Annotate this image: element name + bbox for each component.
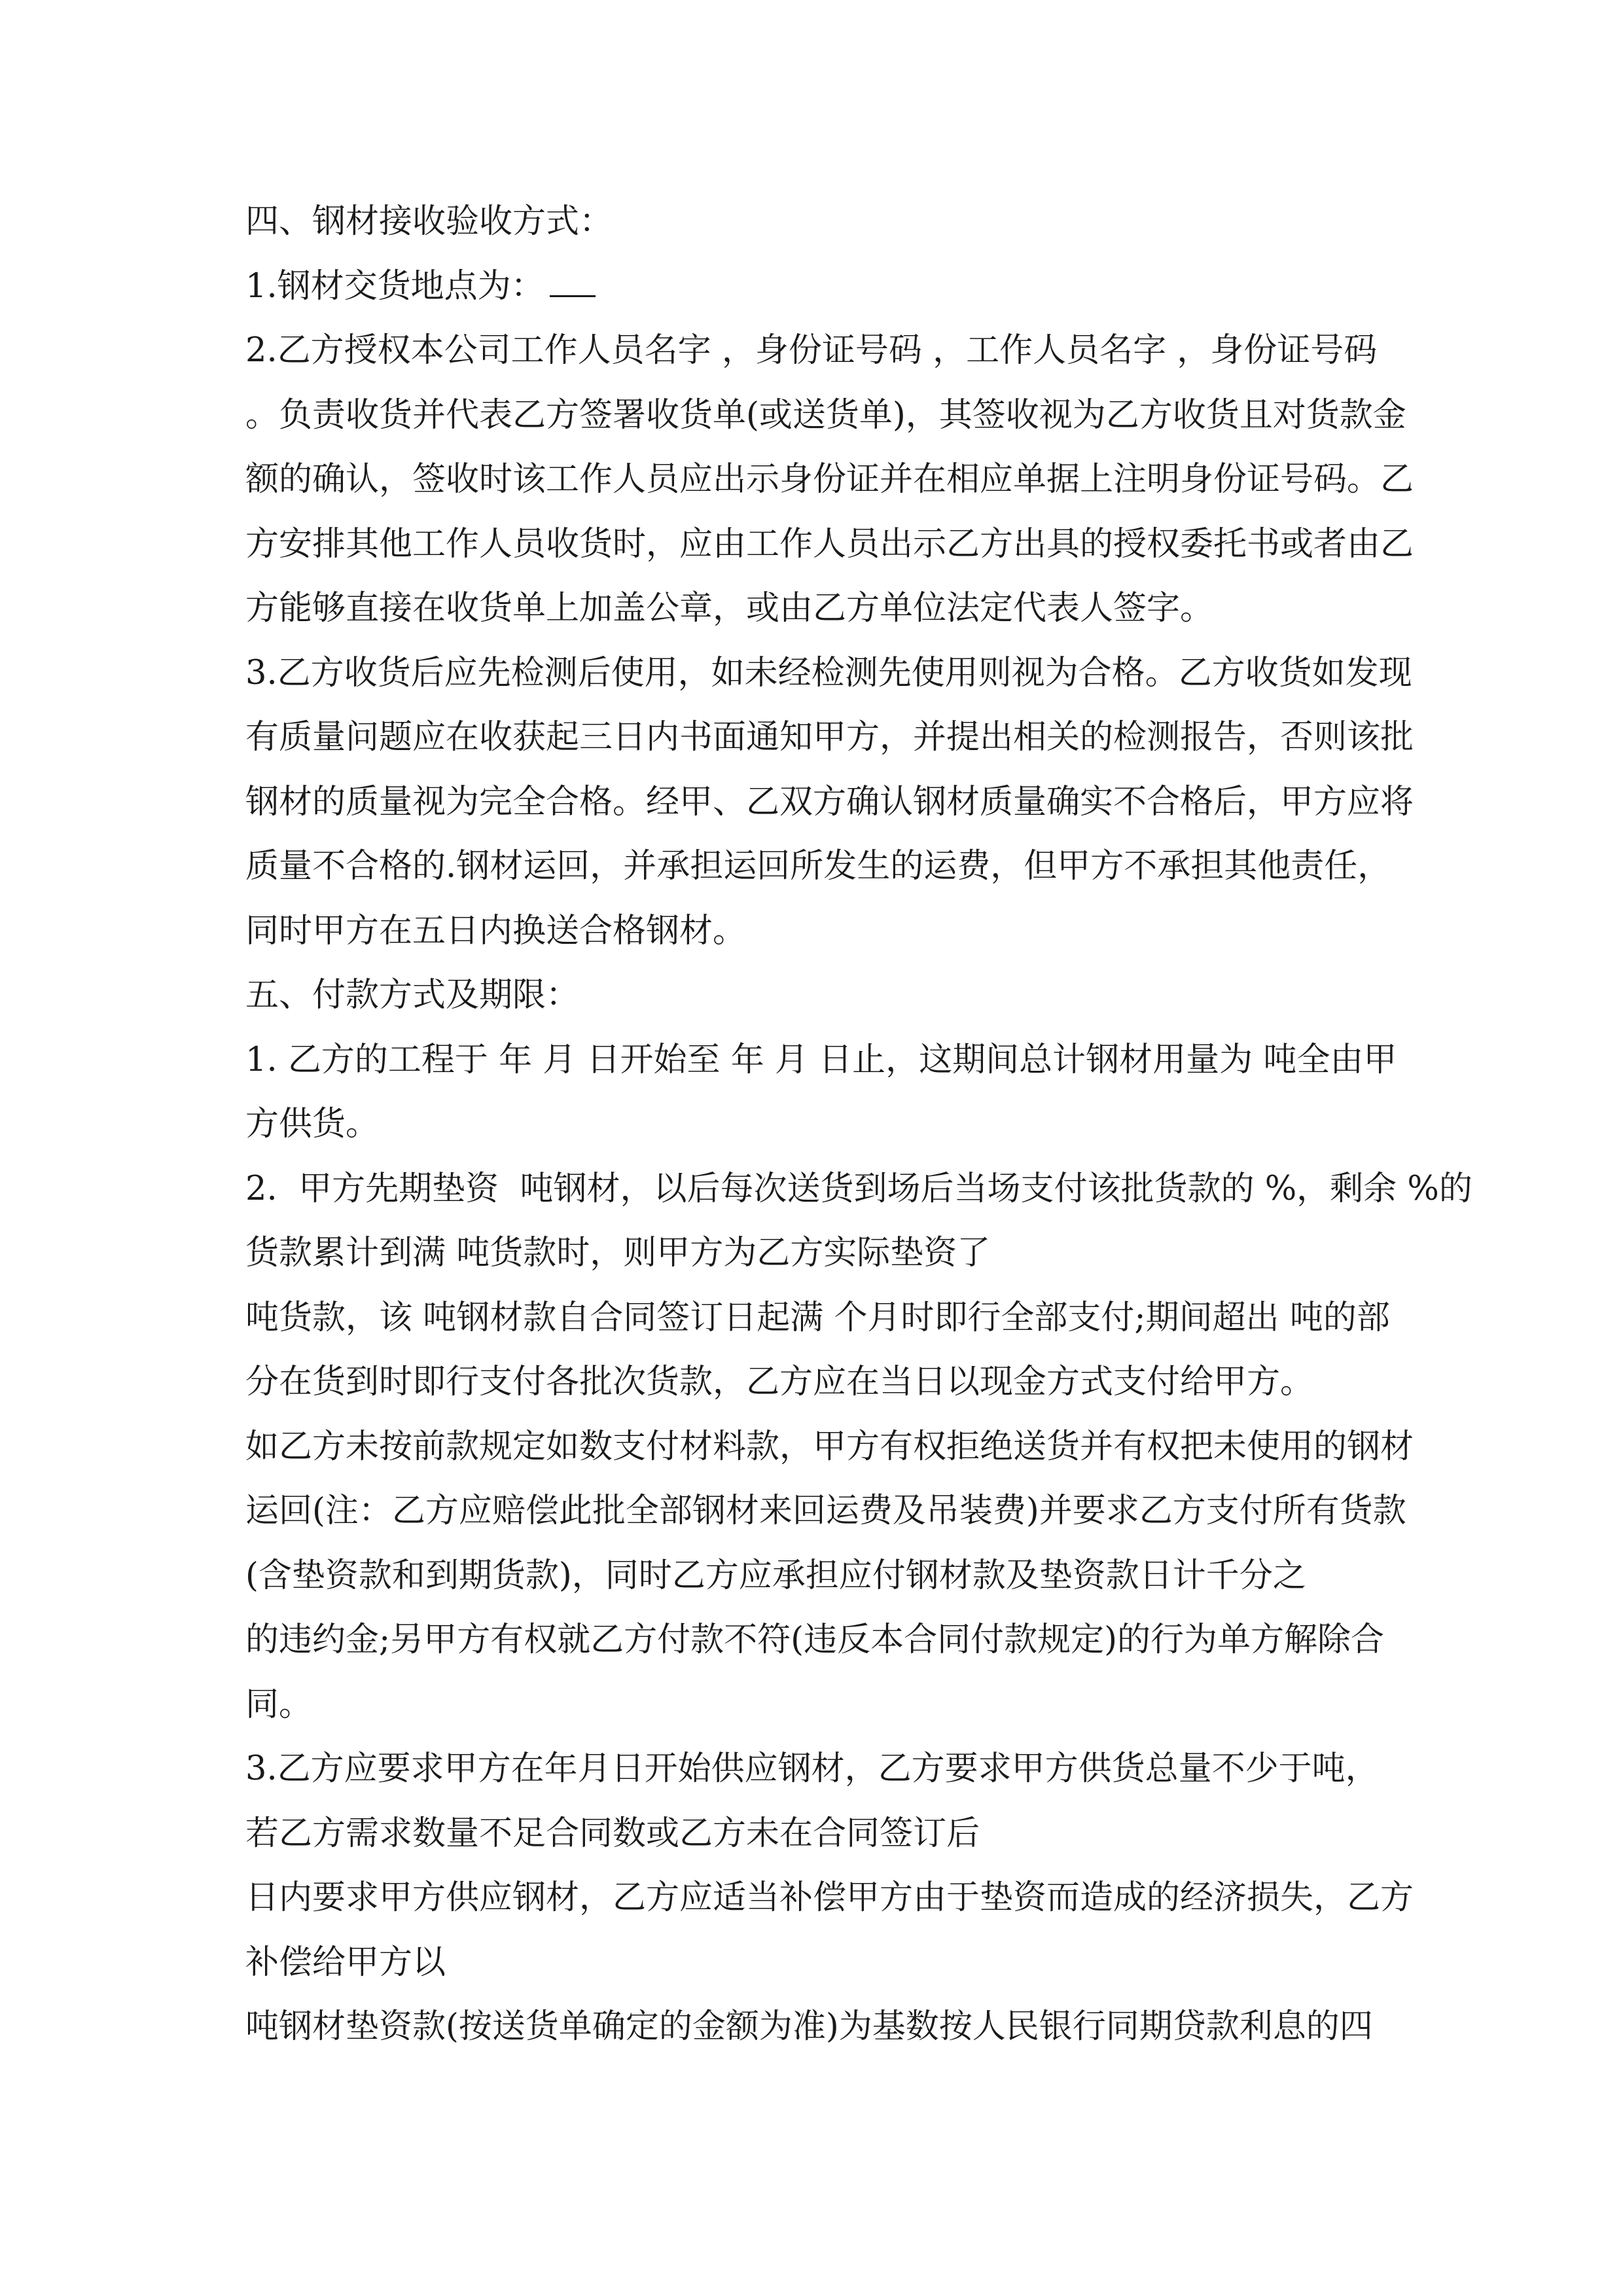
text-line: 1. 乙方的工程于 年 月 日开始至 年 月 日止，这期间总计钢材用量为 吨全由甲 (245, 1040, 1397, 1079)
section-heading-payment: 五、付款方式及期限： (245, 976, 580, 1014)
text-line: 的违约金;另甲方有权就乙方付款不符(违反本合同付款规定)的行为单方解除合 (245, 1621, 1384, 1659)
section-heading-acceptance: 四、钢材接收验收方式： (245, 202, 613, 241)
contract-body (245, 190, 1472, 2060)
text-line: 钢材的质量视为完全合格。经甲、乙双方确认钢材质量确实不合格后，甲方应将 (245, 782, 1414, 821)
text-line: 方安排其他工作人员收货时，应由工作人员出示乙方出具的授权委托书或者由乙 (245, 524, 1414, 564)
text-line: 3.乙方应要求甲方在年月日开始供应钢材，乙方要求甲方供货总量不少于吨， (245, 1749, 1379, 1788)
text-line: 。负责收货并代表乙方签署收货单(或送货单)，其签收视为乙方收货且对货款金 (245, 395, 1406, 435)
text-line: 同时甲方在五日内换送合格钢材。 (245, 911, 747, 950)
text-line: 如乙方未按前款规定如数支付材料款，甲方有权拒绝送货并有权把未使用的钢材 (245, 1427, 1414, 1466)
text-line: 货款累计到满 吨货款时，则甲方为乙方实际垫资了 (245, 1234, 991, 1272)
delivery-location-label: 1.钢材交货地点为： (245, 266, 544, 306)
text-line: 质量不合格的.钢材运回，并承担运回所发生的运费，但甲方不承担其他责任， (245, 847, 1391, 886)
text-line: 运回(注：乙方应赔偿此批全部钢材来回运费及吊装费)并要求乙方支付所有货款 (245, 1492, 1406, 1530)
text-line: (含垫资款和到期货款)，同时乙方应承担应付钢材款及垫资款日计千分之 (245, 1556, 1306, 1595)
text-line: 分在货到时即行支付各批次货款，乙方应在当日以现金方式支付给甲方。 (245, 1363, 1314, 1401)
text-line: 吨货款，该 吨钢材款自合同签订日起满 个月时即行全部支付;期间超出 吨的部 (245, 1298, 1390, 1337)
blank-field (550, 269, 596, 297)
text-line: 3.乙方收货后应先检测后使用，如未经检测先使用则视为合格。乙方收货如发现 (245, 653, 1412, 692)
text-line (245, 255, 1417, 319)
text-line: 日内要求甲方供应钢材，乙方应适当补偿甲方由于垫资而造成的经济损失，乙方 (245, 1878, 1414, 1917)
text-line: 吨钢材垫资款(按送货单确定的金额为准)为基数按人民银行同期贷款利息的四 (245, 2007, 1373, 2046)
text-line: 方供货。 (245, 1105, 380, 1143)
text-line: 同。 (245, 1685, 313, 1724)
text-line: 补偿给甲方以 (245, 1943, 446, 1982)
text-line: 2.乙方授权本公司工作人员名字 ，身份证号码 ，工作人员名字 ，身份证号码 (245, 331, 1378, 370)
text-line: 额的确认，签收时该工作人员应出示身份证并在相应单据上注明身份证号码。乙 (245, 460, 1414, 499)
text-line: 有质量问题应在收获起三日内书面通知甲方，并提出相关的检测报告，否则该批 (245, 718, 1414, 757)
text-line: 若乙方需求数量不足合同数或乙方未在合同签订后 (245, 1814, 980, 1853)
text-line: 方能够直接在收货单上加盖公章，或由乙方单位法定代表人签字。 (245, 589, 1214, 628)
text-line: 2. 甲方先期垫资 吨钢材，以后每次送货到场后当场支付该批货款的 %，剩余 %的 (245, 1169, 1472, 1208)
